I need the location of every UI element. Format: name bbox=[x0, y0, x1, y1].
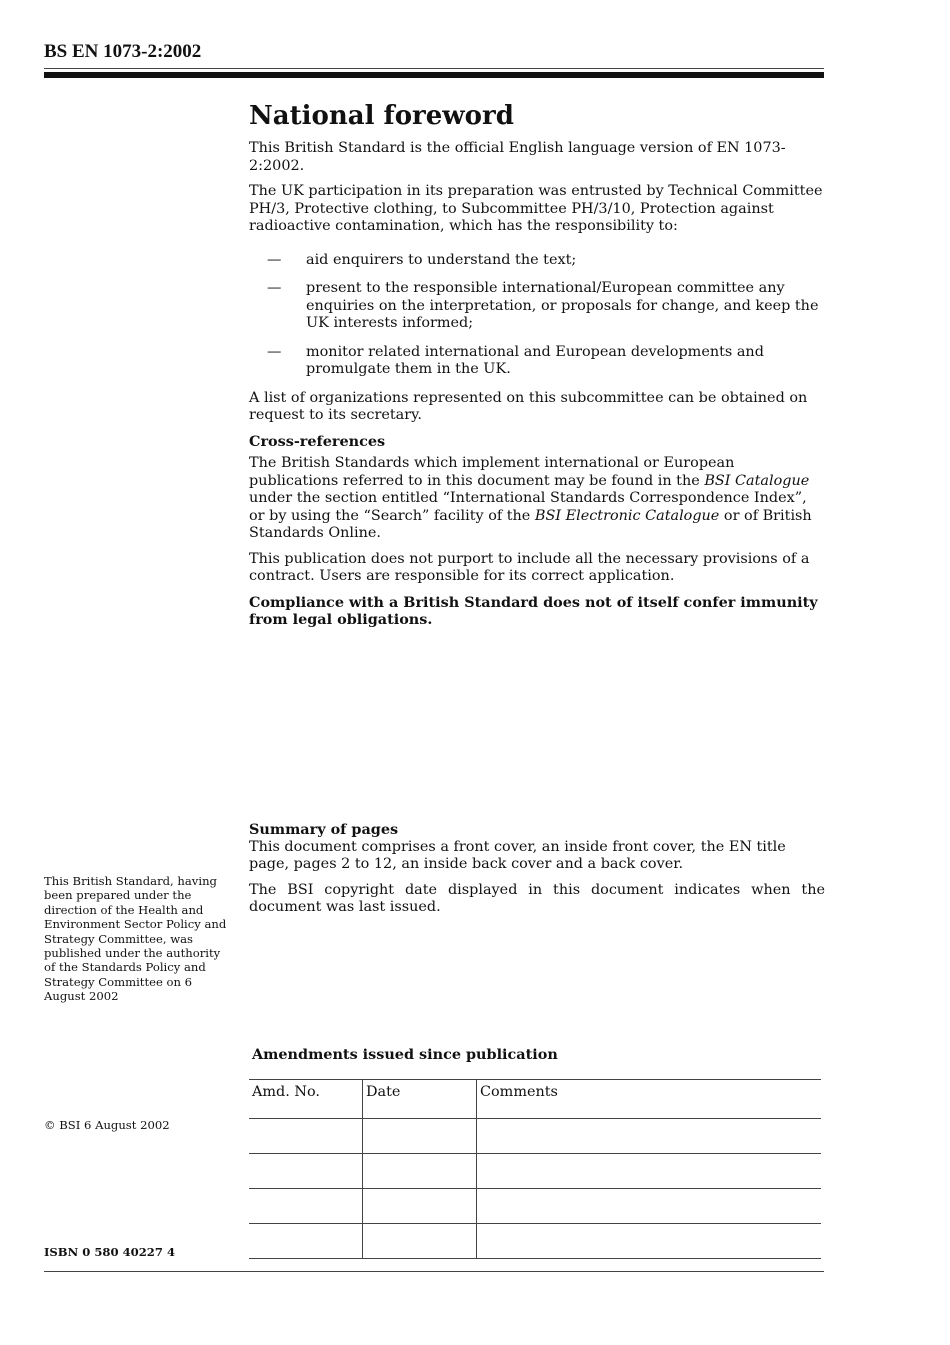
foreword-body bbox=[249, 140, 825, 637]
table-row bbox=[249, 1189, 821, 1224]
summary-section bbox=[249, 821, 825, 925]
amendments-title: Amendments issued since publication bbox=[252, 1046, 558, 1063]
amendments-table bbox=[249, 1079, 821, 1259]
compliance-statement: Compliance with a British Standard does not of itself confer immunity from legal obligations. bbox=[249, 593, 818, 628]
cross-references-paragraph-2: This publication does not purport to include all the necessary provisions of a contract. Users are responsible for its correct application. bbox=[249, 550, 810, 584]
summary-heading: Summary of pages bbox=[249, 821, 399, 838]
table-row bbox=[249, 1224, 821, 1259]
list-item: — aid enquirers to understand the text; bbox=[267, 251, 577, 268]
footer-rule bbox=[44, 1271, 824, 1272]
responsibility-list bbox=[249, 252, 825, 379]
bsi-electronic-catalogue-ref: BSI Electronic Catalogue bbox=[534, 507, 720, 524]
table-row bbox=[249, 1154, 821, 1189]
cross-references-heading: Cross-references bbox=[249, 432, 386, 450]
cross-references-paragraph-1: The British Standards which implement international or European publications referred to in this document may be found in the BSI Catalogue under the section entitled “International Standards Correspondence Index”, or by using the “Search” facility of the BSI Electronic Catalogue or of British Standards Online. bbox=[249, 455, 812, 541]
publication-note: This British Standard, having been prepared under the direction of the Health and Environment Sector Policy and Strategy Committee, was published under the authority of the Standards Policy and Strategy Committee on 6 August 2002 bbox=[44, 874, 227, 1004]
page-title: National foreword bbox=[249, 101, 514, 131]
column-header-comments: Comments bbox=[477, 1080, 822, 1119]
header-rule-thick bbox=[44, 72, 824, 78]
list-item: — monitor related international and European developments and promulgate them in the UK. bbox=[267, 343, 764, 377]
foreword-paragraph-1: This British Standard is the official English language version of EN 1073-2:2002. bbox=[249, 140, 786, 174]
summary-paragraph-2: The BSI copyright date displayed in this document indicates when the document was last issued. bbox=[249, 881, 825, 915]
foreword-paragraph-2: The UK participation in its preparation was entrusted by Technical Committee PH/3, Protective clothing, to Subcommittee PH/3/10, Protection against radioactive contamination, which has the responsibility to: bbox=[249, 183, 823, 234]
column-header-amd-no: Amd. No. bbox=[249, 1080, 363, 1119]
foreword-paragraph-3: A list of organizations represented on this subcommittee can be obtained on request to its secretary. bbox=[249, 389, 808, 423]
summary-paragraph-1: This document comprises a front cover, an inside front cover, the EN title page, pages 2 to 12, an inside back cover and a back cover. bbox=[249, 838, 786, 872]
isbn: ISBN 0 580 40227 4 bbox=[44, 1245, 176, 1259]
table-row bbox=[249, 1119, 821, 1154]
table-header-row bbox=[249, 1080, 821, 1119]
column-header-date: Date bbox=[363, 1080, 477, 1119]
list-item: — present to the responsible international/European committee any enquiries on the interpretation, or proposals for change, and keep the UK interests informed; bbox=[267, 280, 819, 331]
bsi-catalogue-ref: BSI Catalogue bbox=[704, 472, 810, 489]
document-id: BS EN 1073-2:2002 bbox=[44, 41, 202, 62]
copyright-notice: © BSI 6 August 2002 bbox=[44, 1118, 170, 1132]
header-rule-thin bbox=[44, 68, 824, 69]
